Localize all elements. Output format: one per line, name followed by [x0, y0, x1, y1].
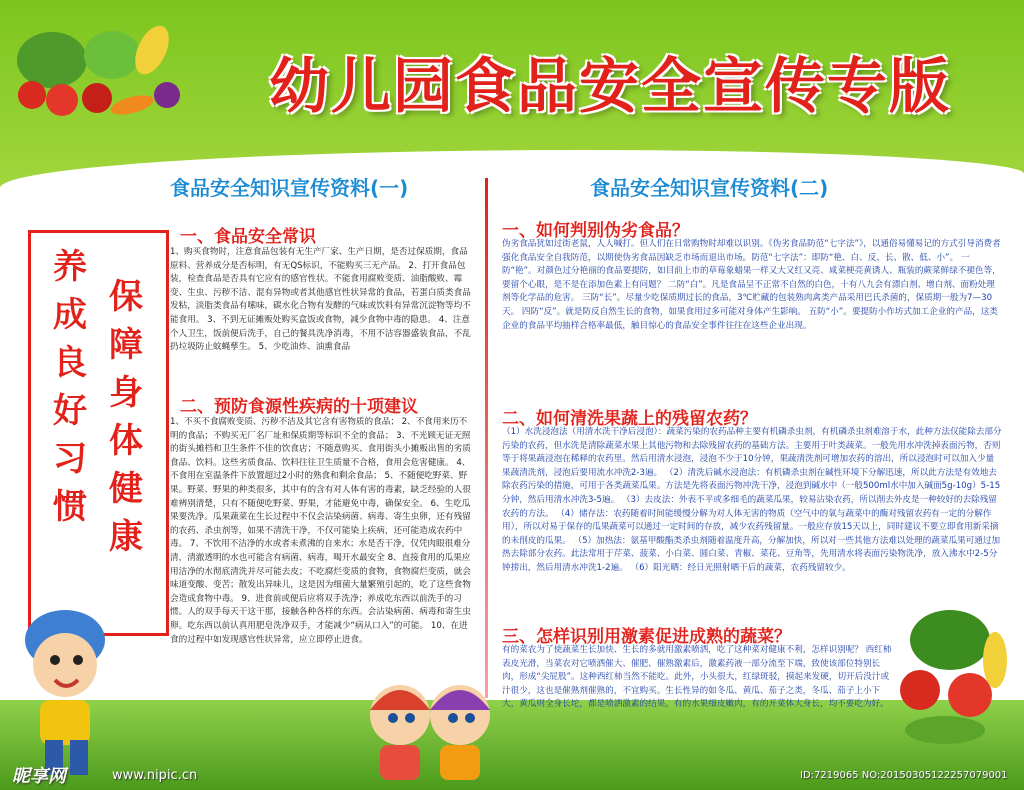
watermark-id: ID:7219065 NO:20150305122257079001 [800, 770, 1008, 781]
slogan-line-2: 保障身体健康 [109, 277, 143, 557]
watermark-logo: 昵享网 [12, 766, 66, 787]
right-section-1-title: 一、如何判别伪劣食品？ [502, 221, 689, 241]
right-section-3-title: 三、怎样识别用激素促进成熟的蔬菜？ [502, 627, 791, 647]
vegetable-basket-icon [12, 20, 192, 130]
watermark-url: www.nipic.cn [112, 768, 198, 783]
right-section-3-text: 有的菜农为了使蔬菜生长加快、生长的多就用激素喷洒，吃了这种菜对健康不利，怎样识别呢？ 西红柿表皮光滑，当菜农对它喷洒催大、催肥、催熟激素后，激素药液一部分流至下端，致使该部位特别长肉，形成“尖屁股”。这种西红柿当然不能吃。此外，小头很大，红绿斑驳，摸起来发硬，切开后没汁或汁很少，这也是催熟剂催熟的，不宜购买。生长性异的如冬瓜、黄瓜、茄子之类，冬瓜、茄子上小下大，黄瓜则全身长坨，都是喷洒激素的结果。有的水果细皮嫩肉，有的开菜体大身长，均不要吃为好。 [502, 645, 892, 710]
slogan-line-1: 养成良好习惯 [53, 247, 87, 527]
left-section-1-text: 1、购买食物时，注意食品包装有无生产厂家、生产日期，是否过保质期，食品原料、营养成分是否标明，有无QS标识，不能购买三无产品。 2、打开食品包装，检查食品是否具有它应有的感官性状。不能食用腐败变质、油脂酸败、霉变、生虫、污秽不洁、混有异物或者其他感官性状异常的食品，若蛋白质类食品发粘，淡脂类食品有嗦味，碳水化合物有发酵的气味或饮料有异常沉淀物等均不能食用。 3、不到无证摊贩处购买盒饭或食物，减少食物中毒的隐患。 4、注意个人卫生，饭前便后洗手，自己的餐具洗净消毒，不用不洁容器盛装食品，不乱扔垃圾防止蚊蝇孳生。 5、少吃油炸、油熏食品 [170, 247, 471, 353]
right-section-2-text: （1）水洗浸泡法（用清水洗干净后浸泡）：蔬菜污染的农药品种主要有机磷杀虫剂，有机磷杀虫剂难溶于水，此种方法仅能除去部分污染的农药，但水洗是清除蔬菜水果上其他污物和去除残留农药的基础方法。主要用于叶类蔬菜。一般先用水冲洗掉表面污物，否则等于将果蔬浸泡在稀释的农药里。然后用清水浸泡，浸泡不少于10分钟，果蔬清洗剂可增加农药的溶出，所以浸泡时可以加入少量果蔬清洗剂，浸泡后要用流水冲洗2-3遍。 （2）清洗后碱水浸泡法：有机磷杀虫剂在碱性环境下分解迅速，所以此方法是有效地去除农药污染的措施，可用于各类蔬菜瓜果。方法是先将表面污物冲洗干净，浸泡到碱水中（一般500ml水中加入碱面5g-10g）5-15分钟，然后用清水冲洗3-5遍。 （3）去皮法：外表不平或多细毛的蔬菜瓜果，较易沾染农药，所以削去外皮是一种较好的去除残留农药的方法。 （4）储存法：农药随着时间能缓慢分解为对人体无害的物质（空气中的氧与蔬菜中的酶对残留农药有一定的分解作用），所以对易于保存的瓜果蔬菜可以通过一定时间的存放，减少农药残留量。一般应存放15天以上，同时建议不要立即食用新采摘的未削皮的瓜果。 （5）加热法：氨基甲酸酯类杀虫剂随着温度升高，分解加快，所以对一些其他方法难以处理的蔬菜瓜果可通过加热去除部分农药。此法常用于芹菜、菠菜、小白菜、圆白菜、青椒、菜花、豆角等，先用清水将表面污染物洗净，放入沸水中2-5分钟捞出，然后用清水冲洗1-2遍。 （6）阳光晒：经日光照射晒干后的蔬菜，农药残留较少。 [502, 427, 1002, 573]
vegetables-icon [880, 600, 1020, 760]
left-column-heading: 食品安全知识宣传资料(一) [170, 176, 409, 200]
left-section-2-text: 1、不买不食腐败变质、污秽不洁及其它含有害物质的食品； 2、不食用来历不明的食品；不购买无厂名厂址和保质期等标识不全的食品； 3、不光顾无证无照的街头摊档和卫生条件不佳的饮食店；不随意购买、食用街头小摊贩出售的劣质食品、饮料。这些劣质食品、饮料往往卫生质量不合格，食用会危害健康。 4、不食用在室温条件下放置超过2小时的熟食和剩余食品； 5、不随便吃野菜、野果。野菜、野果的种类很多，其中有的含有对人体有害的毒素，缺乏经验的人很难辨别清楚，只有不随便吃野菜、野果，才能避免中毒，确保安全。 6、生吃瓜果要洗净。瓜果蔬菜在生长过程中不仅会沾染病菌、病毒、寄生虫卵，还有残留的农药、杀虫剂等，如果不清洗干净，不仅可能染上疾病，还可能造成农药中毒。 7、不饮用不洁净的水或者未煮沸的自来水；水是否干净，仅凭肉眼很难分清，清澈透明的水也可能含有病菌、病毒，喝开水最安全 8、直接食用的瓜果应用洁净的水彻底清洗并尽可能去皮；不吃腐烂变质的食物，食物腐烂变质，就会味道变酸、变苦；散发出异味儿，这是因为细菌大量繁殖引起的，吃了这些食物会造成食物中毒。 9、进食前或便后应将双手洗净；养成吃东西以前洗手的习惯。人的双手每天干这干那，接触各种各样的东西。会沾染病菌、病毒和寄生虫卵。吃东西以前认真用肥皂洗净双手，才能减少“病从口入”的可能。 10、在进食的过程中如发现感官性状异常，应立即停止进食。 [170, 417, 471, 645]
cartoon-boy-icon [10, 600, 120, 780]
column-divider [485, 178, 488, 698]
cartoon-kids-icon [355, 670, 505, 780]
slogan-box [28, 230, 169, 636]
page-title: 幼儿园食品安全宣传专版 [269, 52, 951, 122]
left-section-2-title: 二、预防食源性疾病的十项建议 [180, 397, 418, 417]
right-section-2-title: 二、如何清洗果蔬上的残留农药？ [502, 409, 757, 429]
left-section-1-title: 一、食品安全常识 [180, 227, 316, 247]
right-section-1-text: 伪劣食品犹如过街老鼠，人人喊打。但人们在日常购物时却难以识别。《伪劣食品防范“七字法”》，以通俗易懂易记的方式引导消费者强化食品安全自我防范，以期使伪劣食品因缺乏市场而退出市场。防范“七字法”：即防“艳、白、反、长、散、低、小”。 一防“艳”。对颜色过分艳丽的食品要提防，如目前上市的草莓象蜡果一样又大又红又亮、咸菜梗亮黄诱人、瓶装的蕨菜鲜绿不褪色等，要留个心眼，是不是在添加色素上有问题？ 二防“白”。凡是食品呈不正常不自然的白色，十有八九会有漂白剂、增白剂、面粉处理剂等化学品的危害。 三防“长”。尽量少吃保质期过长的食品，3℃贮藏的包装熟肉禽类产品采用巴氏杀菌的，保质期一般为7—30天。 四防“反”。就是防反自然生长的食物，如果食用过多可能对身体产生影响。 五防“小”。要提防小作坊式加工企业的产品，这类企业的食品平均抽样合格率最低，触目惊心的食品安全事件往往在这些企业出现。 [502, 239, 1001, 331]
right-column-heading: 食品安全知识宣传资料(二) [590, 176, 829, 200]
